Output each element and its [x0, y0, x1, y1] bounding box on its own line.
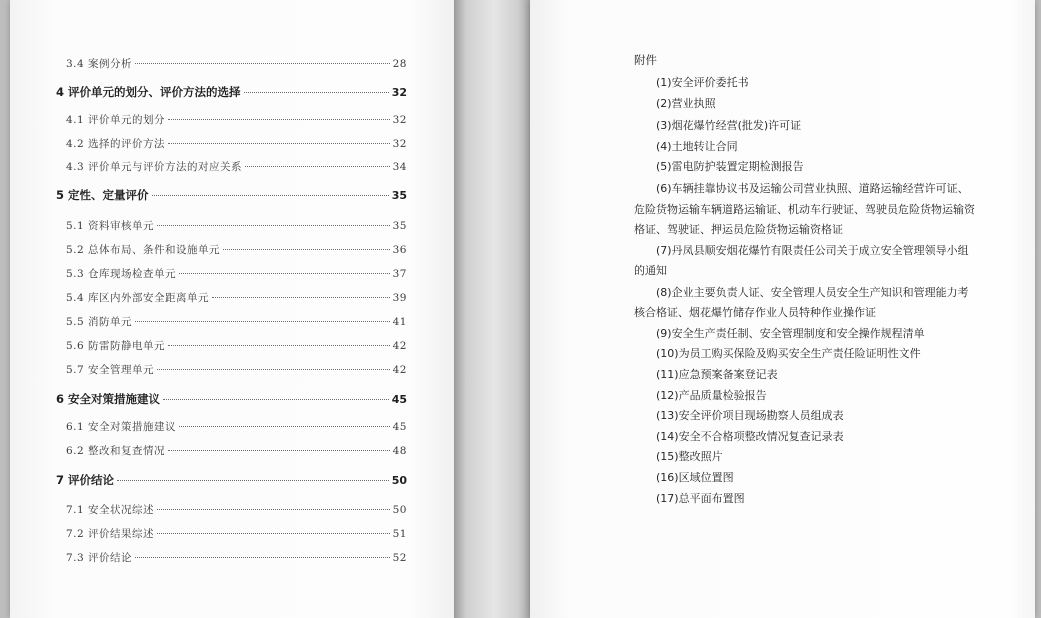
toc-entry-label: 7.2 评价结果综述: [66, 528, 155, 540]
attachment-item-line: (15)整改照片: [656, 450, 723, 463]
attachment-item-line: (17)总平面布置图: [656, 492, 745, 505]
toc-entry-page-number: 32: [391, 86, 407, 99]
toc-entry-page-number: 50: [391, 474, 407, 487]
attachment-item-line: (10)为员工购买保险及购买安全生产责任险证明性文件: [656, 347, 921, 360]
toc-chapter-entry: [56, 391, 407, 407]
attachment-item-line: (11)应急预案备案登记表: [656, 368, 778, 381]
toc-entry-label: 4.2 选择的评价方法: [66, 138, 166, 150]
toc-section-entry: [66, 242, 407, 257]
toc-section-entry: [66, 56, 407, 71]
toc-entry-label: 6 安全对策措施建议: [56, 392, 161, 406]
toc-leader-dots: [157, 225, 390, 226]
toc-section-entry: [66, 443, 407, 458]
toc-leader-dots: [168, 450, 390, 451]
toc-entry-page-number: 36: [392, 244, 407, 256]
toc-section-entry: [66, 136, 407, 151]
toc-entry-label: 7 评价结论: [56, 473, 115, 487]
toc-leader-dots: [157, 533, 390, 534]
toc-leader-dots: [163, 399, 389, 400]
toc-leader-dots: [152, 195, 389, 196]
toc-chapter-entry: [56, 472, 407, 488]
toc-entry-label: 5.6 防雷防静电单元: [66, 340, 166, 352]
toc-entry-label: 6.2 整改和复查情况: [66, 445, 166, 457]
toc-entry-label: 4 评价单元的划分、评价方法的选择: [56, 85, 241, 99]
toc-entry-page-number: 45: [391, 393, 407, 406]
attachment-item-line: (6)车辆挂靠协议书及运输公司营业执照、道路运输经营许可证、: [656, 182, 969, 195]
toc-chapter-entry: [56, 84, 407, 100]
attachment-item-line: (5)雷电防护装置定期检测报告: [656, 160, 804, 173]
attachment-item-line: (3)烟花爆竹经营(批发)许可证: [656, 119, 802, 132]
toc-entry-page-number: 28: [392, 58, 407, 70]
toc-leader-dots: [223, 249, 390, 250]
toc-entry-page-number: 42: [392, 364, 407, 376]
attachment-item-line: 格证、驾驶证、押运员危险货物运输资格证: [634, 223, 843, 236]
toc-entry-label: 5.7 安全管理单元: [66, 364, 155, 376]
attachment-item-line: (16)区域位置图: [656, 471, 734, 484]
toc-entry-label: 4.3 评价单元与评价方法的对应关系: [66, 161, 243, 173]
toc-entry-label: 5.5 消防单元: [66, 316, 133, 328]
toc-leader-dots: [117, 480, 389, 481]
toc-section-entry: [66, 290, 407, 305]
toc-section-entry: [66, 419, 407, 434]
page-gutter: [454, 0, 530, 618]
toc-section-entry: [66, 218, 407, 233]
attachment-item-line: (13)安全评价项目现场勘察人员组成表: [656, 409, 844, 422]
attachment-item-line: (12)产品质量检验报告: [656, 389, 767, 402]
toc-entry-label: 5.1 资料审核单元: [66, 220, 155, 232]
toc-entry-label: 7.3 评价结论: [66, 552, 133, 564]
attachment-item-line: 危险货物运输车辆道路运输证、机动车行驶证、驾驶员危险货物运输资: [634, 203, 975, 216]
toc-entry-page-number: 52: [392, 552, 407, 564]
toc-leader-dots: [244, 92, 389, 93]
toc-section-entry: [66, 338, 407, 353]
toc-entry-page-number: 41: [392, 316, 407, 328]
toc-entry-page-number: 32: [392, 138, 407, 150]
toc-leader-dots: [135, 63, 390, 64]
toc-section-entry: [66, 502, 407, 517]
toc-section-entry: [66, 362, 407, 377]
toc-leader-dots: [135, 321, 390, 322]
toc-leader-dots: [135, 557, 390, 558]
toc-leader-dots: [179, 426, 390, 427]
toc-entry-label: 3.4 案例分析: [66, 58, 133, 70]
toc-entry-page-number: 34: [392, 161, 407, 173]
toc-leader-dots: [168, 143, 390, 144]
toc-leader-dots: [179, 273, 390, 274]
attachments-title: 附件: [634, 53, 657, 67]
toc-leader-dots: [157, 509, 390, 510]
attachment-item-line: 的通知: [634, 264, 667, 277]
toc-entry-page-number: 51: [392, 528, 407, 540]
toc-entry-page-number: 35: [391, 189, 407, 202]
toc-entry-label: 5.2 总体布局、条件和设施单元: [66, 244, 221, 256]
toc-entry-label: 5.4 库区内外部安全距离单元: [66, 292, 210, 304]
toc-page: [10, 0, 454, 618]
toc-entry-page-number: 45: [392, 421, 407, 433]
toc-section-entry: [66, 266, 407, 281]
toc-entry-page-number: 42: [392, 340, 407, 352]
attachments-page: [530, 0, 1035, 618]
attachment-item-line: (14)安全不合格项整改情况复查记录表: [656, 430, 844, 443]
toc-section-entry: [66, 526, 407, 541]
attachment-item-line: (2)营业执照: [656, 97, 716, 110]
toc-entry-page-number: 39: [392, 292, 407, 304]
toc-entry-page-number: 32: [392, 114, 407, 126]
toc-section-entry: [66, 159, 407, 174]
toc-leader-dots: [157, 369, 390, 370]
toc-entry-label: 6.1 安全对策措施建议: [66, 421, 177, 433]
attachment-item-line: (9)安全生产责任制、安全管理制度和安全操作规程清单: [656, 327, 925, 340]
toc-entry-page-number: 37: [392, 268, 407, 280]
attachment-item-line: (4)土地转让合同: [656, 140, 738, 153]
attachment-item-line: (7)丹凤县顺安烟花爆竹有限责任公司关于成立安全管理领导小组: [656, 244, 969, 257]
attachment-item-line: 核合格证、烟花爆竹储存作业人员特种作业操作证: [634, 306, 876, 319]
toc-section-entry: [66, 112, 407, 127]
toc-entry-label: 4.1 评价单元的划分: [66, 114, 166, 126]
toc-section-entry: [66, 550, 407, 565]
toc-leader-dots: [168, 345, 390, 346]
toc-section-entry: [66, 314, 407, 329]
attachment-item-line: (1)安全评价委托书: [656, 76, 749, 89]
toc-entry-page-number: 48: [392, 445, 407, 457]
toc-entry-page-number: 35: [392, 220, 407, 232]
toc-leader-dots: [168, 119, 390, 120]
toc-entry-label: 5.3 仓库现场检查单元: [66, 268, 177, 280]
toc-leader-dots: [245, 166, 390, 167]
toc-chapter-entry: [56, 187, 407, 203]
toc-entry-label: 5 定性、定量评价: [56, 188, 149, 202]
toc-entry-page-number: 50: [392, 504, 407, 516]
toc-leader-dots: [212, 297, 390, 298]
toc-entry-label: 7.1 安全状况综述: [66, 504, 155, 516]
attachment-item-line: (8)企业主要负责人证、安全管理人员安全生产知识和管理能力考: [656, 286, 969, 299]
